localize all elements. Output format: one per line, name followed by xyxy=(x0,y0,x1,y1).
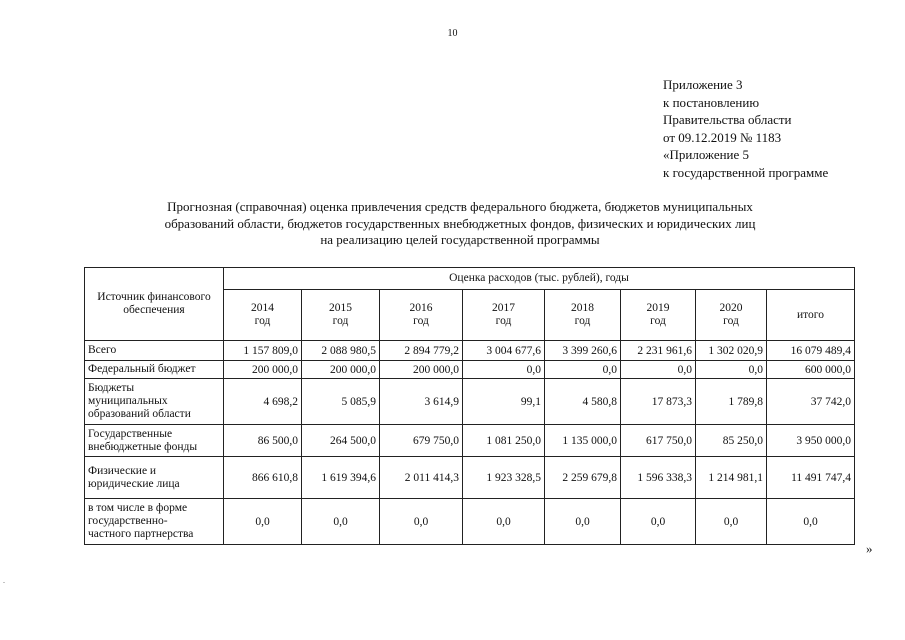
value-cell: 2 259 679,8 xyxy=(545,457,621,499)
closing-quote: » xyxy=(866,541,873,556)
appendix-line: Правительства области xyxy=(663,112,792,128)
value-cell: 866 610,8 xyxy=(224,457,302,499)
value-cell: 86 500,0 xyxy=(224,425,302,457)
financing-table xyxy=(84,267,855,545)
value-cell: 0,0 xyxy=(380,499,463,545)
table-row xyxy=(85,379,855,425)
total-cell: 0,0 xyxy=(767,499,855,545)
appendix-line: «Приложение 5 xyxy=(663,147,750,163)
value-cell: 200 000,0 xyxy=(380,361,463,379)
appendix-line: от 09.12.2019 № 1183 xyxy=(663,129,782,145)
year-header: 2015 год xyxy=(302,290,380,341)
value-cell: 1 135 000,0 xyxy=(545,425,621,457)
title-line: на реализацию целей государственной программы xyxy=(320,232,600,248)
value-cell: 0,0 xyxy=(545,361,621,379)
table-row xyxy=(85,341,855,361)
year-header: 2020 год xyxy=(696,290,767,341)
value-cell: 0,0 xyxy=(302,499,380,545)
appendix-line: Приложение 3 xyxy=(663,77,743,92)
margin-mark: . xyxy=(3,576,5,585)
value-cell: 0,0 xyxy=(545,499,621,545)
document-title xyxy=(90,199,830,249)
total-cell: 11 491 747,4 xyxy=(767,457,855,499)
total-cell: 3 950 000,0 xyxy=(767,425,855,457)
value-cell: 1 081 250,0 xyxy=(463,425,545,457)
value-cell: 0,0 xyxy=(621,499,696,545)
total-header: итого xyxy=(767,290,855,341)
value-cell: 2 088 980,5 xyxy=(302,341,380,361)
row-label: Всего xyxy=(85,341,224,361)
total-cell: 37 742,0 xyxy=(767,379,855,425)
value-cell: 1 789,8 xyxy=(696,379,767,425)
appendix-block xyxy=(663,76,828,182)
value-cell: 1 596 338,3 xyxy=(621,457,696,499)
value-cell: 0,0 xyxy=(696,361,767,379)
year-header: 2018 год xyxy=(545,290,621,341)
value-cell: 17 873,3 xyxy=(621,379,696,425)
year-header: 2019 год xyxy=(621,290,696,341)
value-cell: 3 614,9 xyxy=(380,379,463,425)
table-row xyxy=(85,425,855,457)
value-cell: 1 157 809,0 xyxy=(224,341,302,361)
value-cell: 1 214 981,1 xyxy=(696,457,767,499)
value-cell: 679 750,0 xyxy=(380,425,463,457)
value-cell: 4 698,2 xyxy=(224,379,302,425)
value-cell: 3 399 260,6 xyxy=(545,341,621,361)
value-cell: 2 231 961,6 xyxy=(621,341,696,361)
year-header: 2014 год xyxy=(224,290,302,341)
value-cell: 1 619 394,6 xyxy=(302,457,380,499)
row-label: Государственные внебюджетные фонды xyxy=(85,425,224,457)
value-cell: 5 085,9 xyxy=(302,379,380,425)
table-row xyxy=(85,499,855,545)
value-cell: 0,0 xyxy=(463,361,545,379)
value-cell: 0,0 xyxy=(463,499,545,545)
value-cell: 617 750,0 xyxy=(621,425,696,457)
value-cell: 0,0 xyxy=(696,499,767,545)
value-cell: 2 011 414,3 xyxy=(380,457,463,499)
source-header: Источник финансового обеспечения xyxy=(85,268,224,341)
value-cell: 4 580,8 xyxy=(545,379,621,425)
year-header: 2017 год xyxy=(463,290,545,341)
value-cell: 1 923 328,5 xyxy=(463,457,545,499)
row-label: Федеральный бюджет xyxy=(85,361,224,379)
value-cell: 85 250,0 xyxy=(696,425,767,457)
appendix-line: к постановлению xyxy=(663,94,760,110)
value-cell: 99,1 xyxy=(463,379,545,425)
expenses-group-header: Оценка расходов (тыс. рублей), годы xyxy=(224,268,855,290)
appendix-line: к государственной программе xyxy=(663,164,829,180)
total-cell: 16 079 489,4 xyxy=(767,341,855,361)
value-cell: 0,0 xyxy=(224,499,302,545)
value-cell: 0,0 xyxy=(621,361,696,379)
value-cell: 200 000,0 xyxy=(302,361,380,379)
value-cell: 2 894 779,2 xyxy=(380,341,463,361)
year-header: 2016 год xyxy=(380,290,463,341)
table-row xyxy=(85,361,855,379)
value-cell: 3 004 677,6 xyxy=(463,341,545,361)
row-label: в том числе в форме государственно- частного партнерства xyxy=(85,499,224,545)
table-row xyxy=(85,457,855,499)
value-cell: 1 302 020,9 xyxy=(696,341,767,361)
total-cell: 600 000,0 xyxy=(767,361,855,379)
row-label: Бюджеты муниципальных образований области xyxy=(85,379,224,425)
value-cell: 200 000,0 xyxy=(224,361,302,379)
row-label: Физические и юридические лица xyxy=(85,457,224,499)
page-number: 10 xyxy=(447,28,458,39)
title-line: Прогнозная (справочная) оценка привлечения средств федерального бюджета, бюджетов муниципальных xyxy=(167,199,753,214)
title-line: образований области, бюджетов государственных внебюджетных фондов, физических и юридических лиц xyxy=(164,215,756,231)
value-cell: 264 500,0 xyxy=(302,425,380,457)
